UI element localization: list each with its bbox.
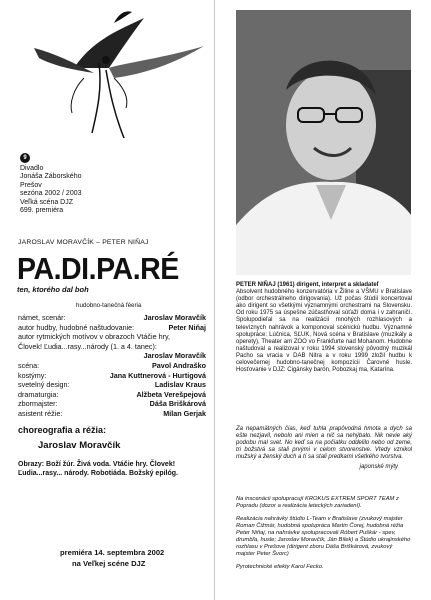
dancer-illustration — [14, 8, 204, 148]
credit-row — [18, 399, 206, 409]
credit-role: svetelný design: — [18, 380, 70, 390]
credit-role: asistent réžie: — [18, 408, 63, 418]
theatre-line: Veľká scéna DJZ — [20, 198, 74, 206]
theatre-line: Divadlo — [20, 165, 44, 172]
coop-note: Realizácia nahrávky štúdio L-Team v Bratislave (zvukový majster Roman Čižmár, hudobná spolupráca Martin Čorej, hudobná réžia Peter Niňaj, na nahrávke spolupracovali Róbert Puškár - spev, drumbľa, husle; Jaroslav Moravčík, Ján Bílek) a Štúdio ukrajinského rozhlasu v Prešove (dirigent zboru Dáša Briškárová, zvukový majster Peter Švorc) — [236, 516, 411, 557]
credit-row — [18, 323, 206, 333]
show-title: PA.DI.PA.RÉ — [17, 251, 179, 286]
premiere-venue: na Veľkej scéne DJZ — [72, 559, 146, 568]
credits-list — [18, 313, 206, 419]
credit-name: Jana Kuttnerová - Hurtigová — [109, 370, 206, 380]
quote-text: Za nepamätných čias, keď tuhla prapôvodná hmota a dych sa ešte nezjavil, nebolo ani mien a nič sa nehýbalo. Nik nevie aký podobu mal svet. No keď sa na počiatku oddelilo nebo od zeme, tri božstvá sa stali prvými v celom stvorenstve. Vtedy vznikol mužský a ženský duch a tí sa stali predkami všetkého tvorstva. — [236, 426, 412, 461]
quote — [236, 426, 412, 472]
theatre-line: 699. premiéra — [20, 207, 64, 215]
scenes-list — [18, 460, 208, 478]
credit-role: dramaturgia: — [18, 389, 59, 399]
credit-row — [18, 342, 206, 352]
credit-name: Jaroslav Moravčík — [143, 313, 206, 322]
credit-role: scéna: — [18, 360, 40, 370]
genre: hudobno-tanečná féeria — [76, 302, 142, 309]
choreography-heading: choreografia a réžia: — [18, 425, 107, 435]
credit-row — [18, 332, 206, 342]
bio-text: Absolvent hudobného konzervatória v Žiline a VŠMU v Bratislave (odbor orchestrálneho dirigovania). Už počas štúdií koncertoval ako dirigent so všetkými významnými orchestrami na Slovensku. Od roku 1975 sa úspešne zúčastňoval súťaží doma i v zahraničí. Spolupodieľal sa na realizácii mnohých rozhlasových a televíznych nahrávok a komponoval scénickú hudbu. Významné spolupráce: Lúčnica, SĽUK, Nová scéna v Bratislave (muzikály a operety), Theater am ZOO vo Frankfurte nad Mohanom. Hudobne naštudoval a realizoval v roku 1994 slovenský pôvodný muzikál Pacho sa vracia v DAB Nitra a v roku 1999 zložil hudbu k celovečernej hudobno-tanečnej kompozícii Čarovné husle. Hosťovanie v DJZ: Cigánsky barón, Pobozkaj ma, Katarína. — [236, 289, 412, 374]
credit-role: autor rytmických motívov v obrazoch Vtáčie hry, — [18, 332, 171, 342]
portrait-photo — [236, 10, 411, 275]
premiere-date: premiéra 14. septembra 2002 — [60, 548, 165, 557]
credit-role: autor hudby, hudobné naštudovanie: — [18, 322, 135, 332]
credit-name: Ladislav Kraus — [154, 380, 206, 390]
credit-name: Alžbeta Verešpejová — [136, 389, 206, 399]
theatre-line: Prešov — [20, 181, 42, 189]
credit-row — [18, 313, 206, 323]
bio-heading: PETER NIŇAJ (1961) dirigent, interpret a skladateľ — [236, 282, 380, 288]
credit-name: Dáša Briškárová — [149, 399, 206, 409]
credit-row — [18, 351, 206, 361]
theatre-line: sezóna 2002 / 2003 — [20, 190, 82, 198]
credit-name: Milan Gerjak — [163, 408, 206, 418]
choreography-name: Jaroslav Moravčík — [38, 440, 121, 451]
credit-row — [18, 380, 206, 390]
coop-note: Na inscenácii spolupracují KROKUS EXTREM SPORT TEAM z Popradu (dozor a realizácia leteckých zariadení). — [236, 496, 399, 509]
premiere-info — [60, 547, 164, 569]
credit-row — [18, 371, 206, 381]
show-subtitle: ten, ktorého dal boh — [17, 285, 89, 294]
credit-role: zbormajster: — [18, 399, 58, 409]
credit-role: Človek! Ľudia...rasy...národy (1. a 4. tanec): — [18, 341, 157, 351]
credit-role: námet, scenár: — [18, 313, 66, 322]
scenes-label: Obrazy: — [18, 461, 45, 468]
theatre-info — [20, 153, 82, 215]
credit-name: Pavol Andraško — [151, 360, 206, 370]
quote-source: japonské mýty — [359, 464, 398, 471]
credit-row — [18, 361, 206, 371]
scenes-text: Boží žúr. Živá voda. Vtáčie hry. Človek! Ľudia...rasy... národy. Robotiáda. Božský epilóg. — [18, 461, 178, 477]
cooperation-notes — [236, 496, 412, 577]
credit-row — [18, 390, 206, 400]
credit-name: Jaroslav Moravčík — [143, 351, 206, 361]
biography — [236, 282, 412, 374]
credit-role: kostýmy: — [18, 370, 47, 380]
left-page — [0, 0, 215, 600]
credit-row — [18, 409, 206, 419]
theatre-logo-icon: 9 — [20, 153, 30, 163]
authors: JAROSLAV MORAVČÍK – PETER NIŇAJ — [18, 239, 149, 246]
credit-name: Peter Niňaj — [168, 322, 206, 332]
coop-note: Pyrotechnické efekty Karol Fecko. — [236, 564, 324, 570]
theatre-line: Jonáša Záborského — [20, 173, 82, 181]
